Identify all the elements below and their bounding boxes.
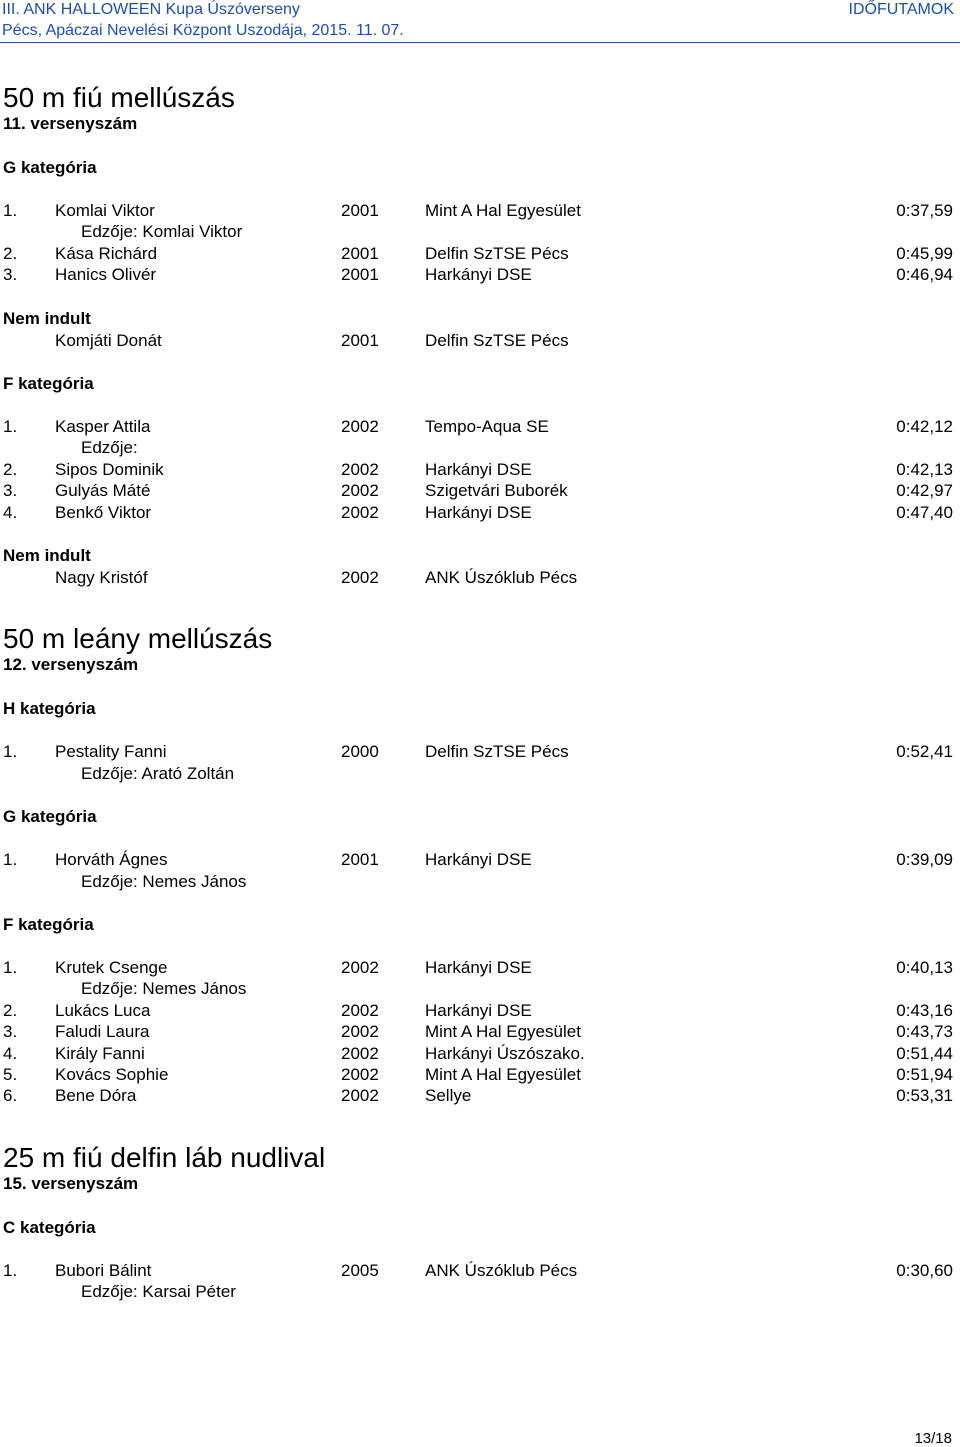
birth-year: 2005 [341, 1260, 379, 1280]
result-row [0, 503, 960, 524]
swimmer-name: Komlai Viktor [55, 201, 155, 220]
coach-name: Edzője: [81, 438, 138, 458]
swimmer-name: Faludi Laura [55, 1022, 150, 1042]
club-name: Harkányi Úszószako. [425, 1043, 585, 1063]
rank: 1. [3, 742, 18, 762]
swimmer-name: Pestality Fanni [55, 742, 167, 762]
swimmer-name: Bene Dóra [55, 1086, 137, 1106]
result-row [0, 958, 960, 979]
swimmer-name: Kása Richárd [55, 243, 158, 263]
club-name: Delfin SzTSE Pécs [425, 330, 569, 350]
birth-year: 2002 [341, 1043, 379, 1063]
category-heading: H kategória [3, 699, 96, 719]
swimmer-name: Bubori Bálint [55, 1260, 152, 1280]
birth-year: 2001 [341, 201, 379, 220]
coach-name: Edzője: Komlai Viktor [81, 222, 243, 242]
result-row [0, 331, 960, 352]
result-time: 0:30,60 [896, 1260, 953, 1280]
result-row [0, 1022, 960, 1043]
swimmer-name: Horváth Ágnes [55, 850, 168, 870]
result-row [0, 481, 960, 502]
event-number: 12. versenyszám [3, 655, 139, 675]
rank: 4. [3, 1043, 18, 1063]
swimmer-name: Kovács Sophie [55, 1065, 169, 1084]
birth-year: 2002 [341, 459, 379, 479]
club-name: Harkányi DSE [425, 958, 532, 977]
club-name: Delfin SzTSE Pécs [425, 742, 569, 762]
result-time: 0:51,44 [896, 1043, 953, 1063]
swimmer-name: Sipos Dominik [55, 459, 164, 479]
birth-year: 2002 [341, 481, 379, 501]
category-heading: G kategória [3, 158, 97, 177]
result-time: 0:45,99 [896, 243, 953, 263]
swimmer-name: Benkő Viktor [55, 502, 152, 522]
birth-year: 2001 [341, 243, 379, 263]
result-time: 0:37,59 [896, 201, 953, 220]
event-number: 11. versenyszám [3, 114, 138, 133]
club-name: Mint A Hal Egyesület [425, 1065, 581, 1084]
club-name: Szigetvári Buborék [425, 481, 568, 501]
result-time: 0:46,94 [896, 265, 953, 285]
result-row [0, 460, 960, 481]
birth-year: 2001 [341, 265, 379, 285]
category-heading: C kategória [3, 1217, 96, 1237]
result-time: 0:43,73 [896, 1022, 953, 1042]
rank: 2. [3, 1000, 18, 1020]
swimmer-name: Nagy Kristóf [55, 568, 148, 587]
event-title: 50 m fiú mellúszás [3, 82, 235, 113]
club-name: Harkányi DSE [425, 850, 532, 870]
rank: 6. [3, 1086, 18, 1106]
club-name: Harkányi DSE [425, 265, 532, 285]
event-title: 25 m fiú delfin láb nudlival [3, 1141, 326, 1173]
venue-date: Pécs, Apáczai Nevelési Központ Uszodája, 2015. 11. 07. [2, 22, 404, 39]
header-divider [0, 42, 960, 43]
page-number: 13/18 [914, 1430, 952, 1447]
rank: 1. [3, 850, 18, 870]
swimmer-name: Gulyás Máté [55, 481, 151, 501]
competition-title: III. ANK HALLOWEEN Kupa Úszóverseny [2, 1, 300, 18]
timing-mode-label: IDŐFUTAMOK [848, 1, 954, 18]
coach-name: Edzője: Nemes János [81, 871, 247, 891]
birth-year: 2002 [341, 958, 379, 977]
birth-year: 2001 [341, 330, 379, 350]
rank: 1. [3, 1260, 18, 1280]
category-heading: F kategória [3, 915, 94, 934]
result-time: 0:52,41 [896, 742, 953, 762]
rank: 3. [3, 265, 18, 285]
club-name: Harkányi DSE [425, 1000, 532, 1020]
result-row [0, 1001, 960, 1022]
category-heading: F kategória [3, 374, 94, 393]
swimmer-name: Lukács Luca [55, 1000, 151, 1020]
birth-year: 2002 [341, 1000, 379, 1020]
result-row [0, 244, 960, 265]
page-header [0, 0, 960, 40]
birth-year: 2002 [341, 502, 379, 522]
rank: 3. [3, 1022, 18, 1042]
club-name: Mint A Hal Egyesület [425, 1022, 581, 1042]
rank: 3. [3, 481, 18, 501]
result-time: 0:42,12 [896, 417, 953, 436]
club-name: ANK Úszóklub Pécs [425, 1260, 578, 1280]
rank: 1. [3, 201, 18, 220]
rank: 2. [3, 243, 18, 263]
result-row [0, 1261, 960, 1282]
result-time: 0:42,97 [896, 481, 953, 501]
swimmer-name: Krutek Csenge [55, 958, 168, 977]
rank: 1. [3, 417, 18, 436]
result-row [0, 417, 960, 438]
club-name: Harkányi DSE [425, 459, 532, 479]
swimmer-name: Kasper Attila [55, 417, 151, 436]
result-row [0, 265, 960, 286]
swimmer-name: Komjáti Donát [55, 330, 162, 350]
club-name: Delfin SzTSE Pécs [425, 243, 569, 263]
birth-year: 2001 [341, 850, 379, 870]
birth-year: 2002 [341, 417, 379, 436]
rank: 4. [3, 502, 18, 522]
club-name: Mint A Hal Egyesület [425, 201, 581, 220]
birth-year: 2002 [341, 568, 379, 587]
category-heading: G kategória [3, 807, 97, 827]
result-row [0, 1065, 960, 1086]
result-time: 0:42,13 [896, 459, 953, 479]
club-name: Harkányi DSE [425, 502, 532, 522]
rank: 1. [3, 958, 18, 977]
club-name: ANK Úszóklub Pécs [425, 568, 578, 587]
result-row [0, 742, 960, 763]
swimmer-name: Király Fanni [55, 1043, 145, 1063]
result-time: 0:53,31 [896, 1086, 953, 1106]
result-row [0, 568, 960, 589]
club-name: Sellye [425, 1086, 472, 1106]
result-row [0, 1044, 960, 1065]
result-time: 0:51,94 [896, 1065, 953, 1084]
event-number: 15. versenyszám [3, 1173, 139, 1193]
result-row [0, 1086, 960, 1107]
not-started-heading: Nem indult [3, 308, 91, 328]
club-name: Tempo-Aqua SE [425, 417, 549, 436]
birth-year: 2002 [341, 1086, 379, 1106]
rank: 2. [3, 459, 18, 479]
coach-name: Edzője: Arató Zoltán [81, 763, 235, 783]
birth-year: 2002 [341, 1065, 379, 1084]
rank: 5. [3, 1065, 18, 1084]
result-time: 0:40,13 [896, 958, 953, 977]
event-title: 50 m leány mellúszás [3, 623, 273, 655]
result-row [0, 201, 960, 222]
not-started-heading: Nem indult [3, 546, 91, 565]
result-time: 0:47,40 [896, 502, 953, 522]
birth-year: 2002 [341, 1022, 379, 1042]
result-time: 0:43,16 [896, 1000, 953, 1020]
coach-name: Edzője: Nemes János [81, 979, 247, 999]
swimmer-name: Hanics Olivér [55, 265, 157, 285]
result-time: 0:39,09 [896, 850, 953, 870]
coach-name: Edzője: Karsai Péter [81, 1282, 236, 1302]
result-row [0, 850, 960, 871]
birth-year: 2000 [341, 742, 379, 762]
